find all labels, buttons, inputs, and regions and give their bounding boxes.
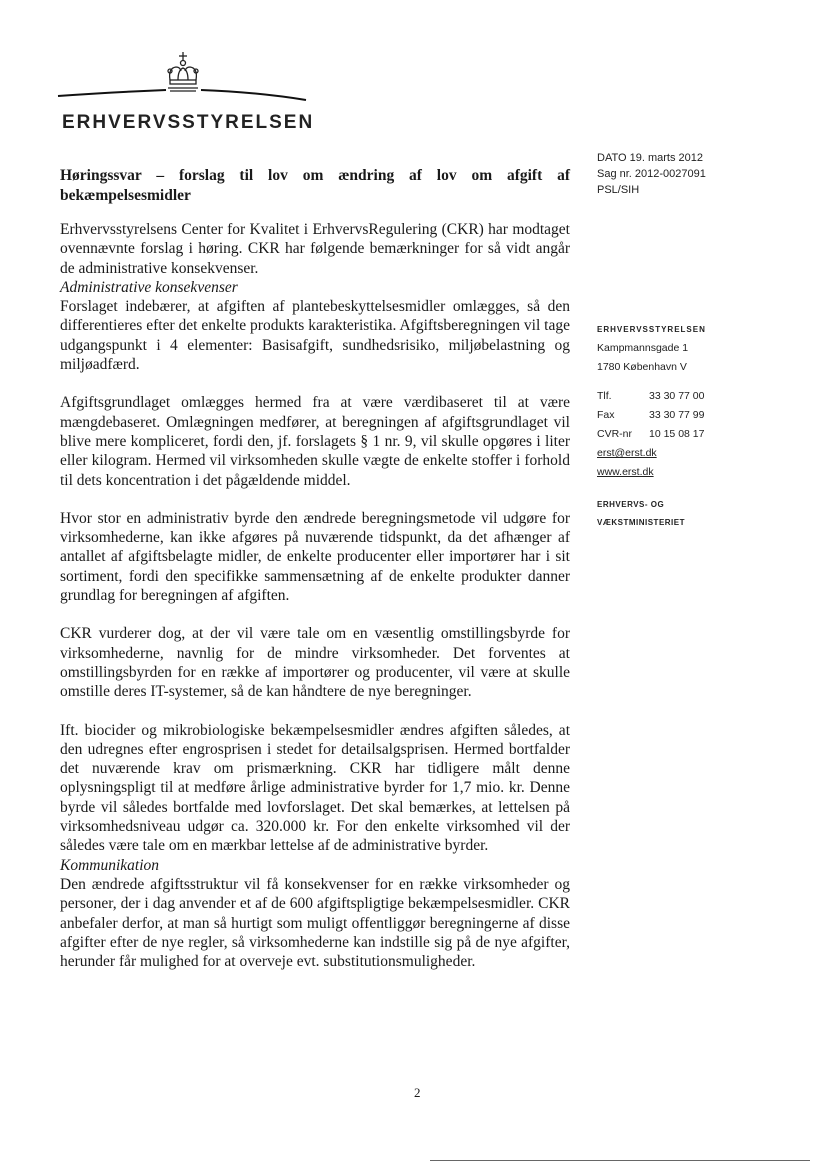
sidebar-street: Kampmannsgade 1 xyxy=(597,342,689,354)
website-link[interactable]: www.erst.dk xyxy=(597,466,654,478)
fax-label: Fax xyxy=(597,409,615,421)
paragraph: Den ændrede afgiftsstruktur vil få konsekvenser for en række virksomheder og personer, der i dag anvender et af de 600 afgiftspligtige bekæmpelsesmidler. CKR anbefaler derfor, at man så hurtigt som muligt offentliggør beregningerne af disse afgifter efter de nye regler, så virksomhederne kan indstille sig på de nye afgifter, herunder får mulighed for at overveje evt. substitutionsmuligheder. xyxy=(60,875,570,971)
email-link[interactable]: erst@erst.dk xyxy=(597,447,657,459)
crown-icon xyxy=(56,50,311,120)
footer-divider xyxy=(430,1160,810,1161)
case-number: Sag nr. 2012-0027091 xyxy=(597,168,706,180)
phone-value: 33 30 77 00 xyxy=(649,390,705,402)
phone-label: Tlf. xyxy=(597,390,612,402)
paragraph: Hvor stor en administrativ byrde den ændrede beregningsmetode vil udgøre for virksomhederne, kan ikke afgøres på nuværende tidspunkt, da det afhænger af antallet af afgiftsbelagte midler, de enkelte producenter eller importører har i sit sortiment, fordi den specifikke sammensætning af de enkelte produkter danner grundlag for beregningen af afgiften. xyxy=(60,509,570,605)
paragraph: CKR vurderer dog, at der vil være tale om en væsentlig omstillingsbyrde for virksomhederne, navnlig for de mindre virksomheder. Det forventes at omstillingsbyrden for en række af importører og producenter, vil være at skulle omstille deres IT-systemer, så de kan håndtere de nye beregninger. xyxy=(60,625,570,701)
sidebar-fax xyxy=(597,406,807,425)
ministry-line-2: VÆKSTMINISTERIET xyxy=(597,518,686,527)
section-heading-communication: Kommunikation xyxy=(60,856,160,874)
document-meta xyxy=(597,150,797,198)
page-number: 2 xyxy=(414,1085,421,1100)
section-heading-administrative: Administrative konsekvenser xyxy=(60,278,238,296)
paragraph: Ift. biocider og mikrobiologiske bekæmpelsesmidler ændres afgiften således, at den udregnes efter engrosprisen i stedet for detailsalgsprisen. Hermed bortfalder det nuværende krav om prismærkning. CKR har tidligere målt denne oplysningspligt til at medføre årlige administrative byrder for 1,7 mio. kr. Denne byrde vil således bortfalde med lovforslaget. Det skal bemærkes, at lettelsen på virksomhedsniveau udgør ca. 320.000 kr. For den enkelte virksomhed vil der således være tale om en mærkbar lettelse af de administrative byrder. xyxy=(60,721,570,855)
sidebar-cvr xyxy=(597,425,807,444)
logo-wordmark: ERHVERVSSTYRELSEN xyxy=(62,112,315,133)
erhvervsstyrelsen-logo xyxy=(56,50,315,135)
paragraph-intro: Erhvervsstyrelsens Center for Kvalitet i ErhvervsRegulering (CKR) har modtaget ovennævnte forslag i høring. CKR har følgende bemærkninger for så vidt angår de administrative konsekvenser. xyxy=(60,221,570,277)
sender-sidebar xyxy=(597,320,807,532)
document-date: DATO 19. marts 2012 xyxy=(597,152,703,164)
ministry-line-1: ERHVERVS- OG xyxy=(597,500,665,509)
sidebar-org-name: ERHVERVSSTYRELSEN xyxy=(597,325,706,334)
document-body xyxy=(60,220,570,971)
cvr-value: 10 15 08 17 xyxy=(649,428,705,440)
paragraph: Forslaget indebærer, at afgiften af plantebeskyttelsesmidler omlægges, så den differentieres efter det enkelte produkts karakteristika. Afgiftsberegningen vil tage udgangspunkt i 4 elementer: Basisafgift, sundhedsrisiko, miljøbelastning og miljøadfærd. xyxy=(60,298,570,374)
ministry-name xyxy=(597,496,807,532)
author-initials: PSL/SIH xyxy=(597,184,640,196)
fax-value: 33 30 77 99 xyxy=(649,409,705,421)
sidebar-phone xyxy=(597,387,807,406)
paragraph: Afgiftsgrundlaget omlægges hermed fra at være værdibaseret til at være mængdebaseret. Omlægningen medfører, at beregningen af afgiftsgrundlaget vil blive mere kompliceret, fordi den, jf. forslagets § 1 nr. 9, vil skulle opgøres i liter eller kilogram. Hermed vil virksomheden skulle vægte de enkelte stoffer i forhold til dets koncentration i det pågældende middel. xyxy=(60,394,570,489)
document-title: Høringssvar – forslag til lov om ændring af lov om afgift af bekæmpelsesmidler xyxy=(60,167,570,204)
cvr-label: CVR-nr xyxy=(597,428,633,440)
sidebar-city: 1780 København V xyxy=(597,361,687,373)
